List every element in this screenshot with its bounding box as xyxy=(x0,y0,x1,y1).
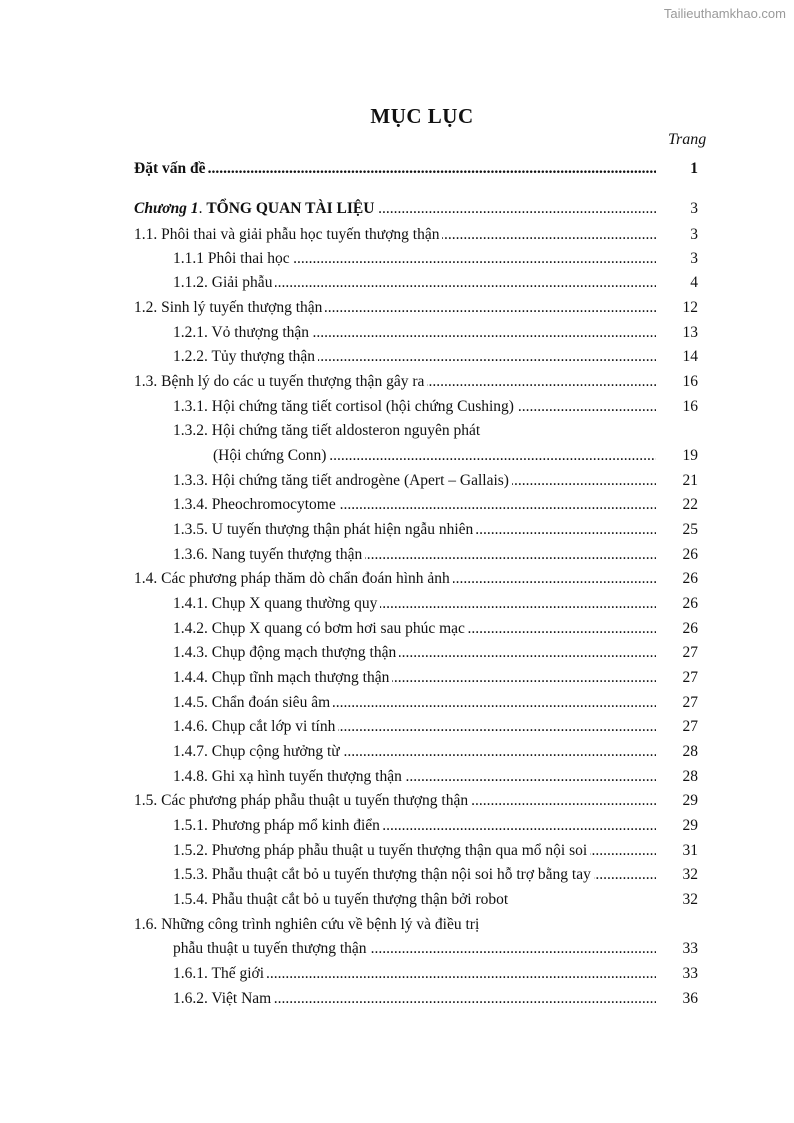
toc-entry-label: 1.2.2. Tủy thượng thận xyxy=(173,346,318,368)
toc-page-number: 28 xyxy=(682,743,698,760)
toc-entry-label: 1.1.2. Giải phẫu xyxy=(173,272,275,294)
toc-page-number: 3 xyxy=(690,226,698,243)
toc-page-number: 1 xyxy=(690,160,698,177)
toc-entry[interactable] xyxy=(0,322,794,344)
chapter-number: Chương 1 xyxy=(134,200,199,217)
toc-page-number: 28 xyxy=(682,768,698,785)
toc-entry[interactable] xyxy=(0,667,794,689)
toc-entry[interactable] xyxy=(0,272,794,294)
toc-entry-label: 1.3.1. Hội chứng tăng tiết cortisol (hội chứng Cushing) xyxy=(173,396,517,418)
toc-entry-label: 1.4.7. Chụp cộng hưởng từ xyxy=(173,741,343,763)
toc-entry[interactable] xyxy=(0,642,794,664)
toc-entry-label: 1.1. Phôi thai và giải phẫu học tuyến thượng thận xyxy=(134,224,442,246)
toc-page-number: 26 xyxy=(682,546,698,563)
toc-entry[interactable] xyxy=(0,248,794,270)
toc-entry[interactable] xyxy=(0,963,794,985)
page-column-header: Trang xyxy=(668,131,707,148)
toc-entry-label: 1.4.2. Chụp X quang có bơm hơi sau phúc mạc xyxy=(173,618,468,640)
toc-entry-label: (Hội chứng Conn) xyxy=(213,445,329,467)
toc-entry-label: 1.5. Các phương pháp phẫu thuật u tuyến thượng thận xyxy=(134,790,471,812)
toc-entry[interactable] xyxy=(0,988,794,1010)
toc-entry-label: 1.3.2. Hội chứng tăng tiết aldosteron nguyên phát xyxy=(173,420,483,442)
toc-page-number: 3 xyxy=(690,200,698,217)
toc-page-number: 12 xyxy=(682,299,698,316)
toc-entry[interactable] xyxy=(0,445,794,467)
toc-entry-label: phẫu thuật u tuyến thượng thận xyxy=(173,938,370,960)
toc-entry[interactable] xyxy=(0,815,794,837)
toc-page-number: 26 xyxy=(682,595,698,612)
toc-entry-label: 1.4. Các phương pháp thăm dò chẩn đoán hình ảnh xyxy=(134,568,453,590)
toc-entry-label: 1.3.4. Pheochromocytome xyxy=(173,494,339,516)
toc-entry[interactable] xyxy=(0,396,794,418)
toc-page-number: 33 xyxy=(682,940,698,957)
toc-entry[interactable] xyxy=(0,297,794,319)
toc-page-number: 29 xyxy=(682,792,698,809)
toc-page-number: 26 xyxy=(682,570,698,587)
toc-entry-label: 1.4.4. Chụp tĩnh mạch thượng thận xyxy=(173,667,392,689)
toc-page-number: 16 xyxy=(682,373,698,390)
chapter-title: TỔNG QUAN TÀI LIỆU xyxy=(206,200,375,217)
toc-entry[interactable] xyxy=(0,889,794,911)
toc-entry-label: 1.4.1. Chụp X quang thường quy xyxy=(173,593,380,615)
toc-entry[interactable] xyxy=(0,593,794,615)
toc-entry[interactable] xyxy=(0,914,794,936)
toc-entry-label: 1.5.1. Phương pháp mổ kinh điển xyxy=(173,815,383,837)
toc-entry[interactable] xyxy=(0,420,794,442)
toc-entry[interactable] xyxy=(0,790,794,812)
toc-entry[interactable] xyxy=(0,716,794,738)
toc-entry[interactable] xyxy=(0,158,794,180)
toc-entry-label: 1.4.5. Chẩn đoán siêu âm xyxy=(173,692,333,714)
toc-entry-label: 1.5.4. Phẫu thuật cắt bỏ u tuyến thượng thận bởi robot xyxy=(173,889,511,911)
toc-entry-label: 1.3. Bệnh lý do các u tuyến thượng thận gây ra xyxy=(134,371,427,393)
toc-entry-label: 1.3.5. U tuyến thượng thận phát hiện ngẫu nhiên xyxy=(173,519,476,541)
toc-entry-label: Đặt vấn đề xyxy=(134,158,208,180)
toc-entry[interactable] xyxy=(0,568,794,590)
toc-entry-label: 1.4.3. Chụp động mạch thượng thận xyxy=(173,642,399,664)
toc-entry[interactable] xyxy=(0,224,794,246)
toc-entry[interactable] xyxy=(0,938,794,960)
toc-entry-label: 1.1.1 Phôi thai học xyxy=(173,248,293,270)
toc-entry-label: 1.5.3. Phẫu thuật cắt bỏ u tuyến thượng thận nội soi hỗ trợ bằng tay xyxy=(173,864,594,886)
toc-page-number: 27 xyxy=(682,644,698,661)
toc-page-number: 36 xyxy=(682,990,698,1007)
toc-page-number: 31 xyxy=(682,842,698,859)
toc-page-number: 3 xyxy=(690,250,698,267)
toc-entry-label: 1.4.6. Chụp cắt lớp vi tính xyxy=(173,716,338,738)
toc-entry[interactable] xyxy=(0,371,794,393)
toc-entry[interactable] xyxy=(0,346,794,368)
toc-entry-label: 1.3.6. Nang tuyến thượng thận xyxy=(173,544,365,566)
toc-entry-label: 1.6.1. Thế giới xyxy=(173,963,267,985)
toc-entry-label: 1.5.2. Phương pháp phẫu thuật u tuyến thượng thận qua mổ nội soi xyxy=(173,840,590,862)
chapter-separator: . xyxy=(198,200,207,217)
watermark: Tailieuthamkhao.com xyxy=(663,6,786,21)
toc-page-number: 25 xyxy=(682,521,698,538)
toc-page-number: 27 xyxy=(682,694,698,711)
toc-entry-label: 1.2. Sinh lý tuyến thượng thận xyxy=(134,297,325,319)
toc-page-number: 27 xyxy=(682,718,698,735)
toc-entry[interactable] xyxy=(0,766,794,788)
toc-entry-label: 1.6.2. Việt Nam xyxy=(173,988,274,1010)
toc-entry-label: 1.4.8. Ghi xạ hình tuyến thượng thận xyxy=(173,766,405,788)
toc-entry[interactable] xyxy=(0,864,794,886)
toc-entry[interactable] xyxy=(0,618,794,640)
toc-entry-label: 1.3.3. Hội chứng tăng tiết androgène (Apert – Gallais) xyxy=(173,470,512,492)
dot-leader xyxy=(134,158,656,180)
toc-page-number: 29 xyxy=(682,817,698,834)
toc-page-number: 16 xyxy=(682,398,698,415)
toc-entry[interactable] xyxy=(0,470,794,492)
toc-entry[interactable] xyxy=(0,840,794,862)
toc-entry[interactable] xyxy=(0,692,794,714)
toc-entry-label: 1.6. Những công trình nghiên cứu về bệnh lý và điều trị xyxy=(134,914,482,936)
toc-page-number: 4 xyxy=(690,274,698,291)
toc-page-number: 32 xyxy=(682,891,698,908)
toc-entry-label: 1.2.1. Vỏ thượng thận xyxy=(173,322,312,344)
toc-entry[interactable] xyxy=(0,198,794,220)
toc-page-number: 26 xyxy=(682,620,698,637)
toc-entry[interactable] xyxy=(0,544,794,566)
toc-page-number: 21 xyxy=(682,472,698,489)
page-title: MỤC LỤC xyxy=(370,104,474,128)
toc-entry[interactable] xyxy=(0,494,794,516)
toc-entry[interactable] xyxy=(0,741,794,763)
toc-entry-label xyxy=(134,198,377,220)
toc-page-number: 33 xyxy=(682,965,698,982)
toc-page-number: 27 xyxy=(682,669,698,686)
toc-page-number: 14 xyxy=(682,348,698,365)
toc-entry[interactable] xyxy=(0,519,794,541)
toc-page-number: 19 xyxy=(682,447,698,464)
toc-page-number: 13 xyxy=(682,324,698,341)
toc-page-number: 22 xyxy=(682,496,698,513)
toc-page-number: 32 xyxy=(682,866,698,883)
